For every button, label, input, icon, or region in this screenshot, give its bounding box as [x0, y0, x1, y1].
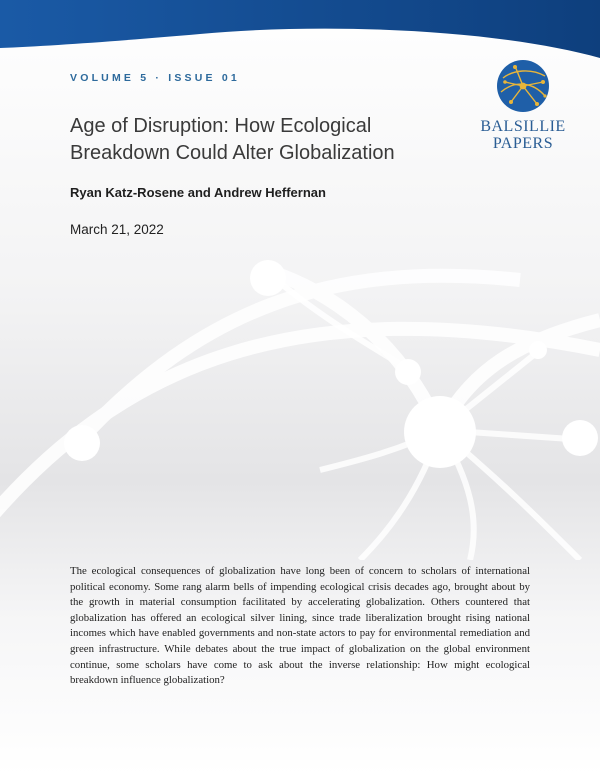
publication-date: March 21, 2022	[70, 222, 164, 237]
logo-text-line2: PAPERS	[492, 135, 554, 152]
top-blue-banner	[0, 0, 600, 60]
abstract-paragraph: The ecological consequences of globalization have long been of concern to scholars of international political economy. Some rang alarm bells of impending ecological crisis decades ago, brought about by the growth in material consumption facilitated by accelerating globalization. Others countered that globalization has offered an ecological silver lining, since trade liberalization brought rising national incomes which have enabled governments and non-state actors to pay for environmental remediation and green infrastructure. While debates about the true impact of globalization on the global environment continue, some scholars have come to ask about the inverse relationship: How might ecological breakdown influence globalization?	[70, 565, 530, 687]
authors-line: Ryan Katz-Rosene and Andrew Heffernan	[70, 185, 326, 200]
globe-network-icon	[493, 58, 553, 114]
paper-title: Age of Disruption: How Ecological Breakdown Could Alter Globalization	[70, 115, 395, 164]
balsillie-papers-logo	[478, 58, 568, 152]
volume-issue-line: VOLUME 5 · ISSUE 01	[70, 72, 240, 84]
logo-text-line1: BALSILLIE	[480, 118, 566, 135]
background-network-graphic	[0, 200, 600, 560]
